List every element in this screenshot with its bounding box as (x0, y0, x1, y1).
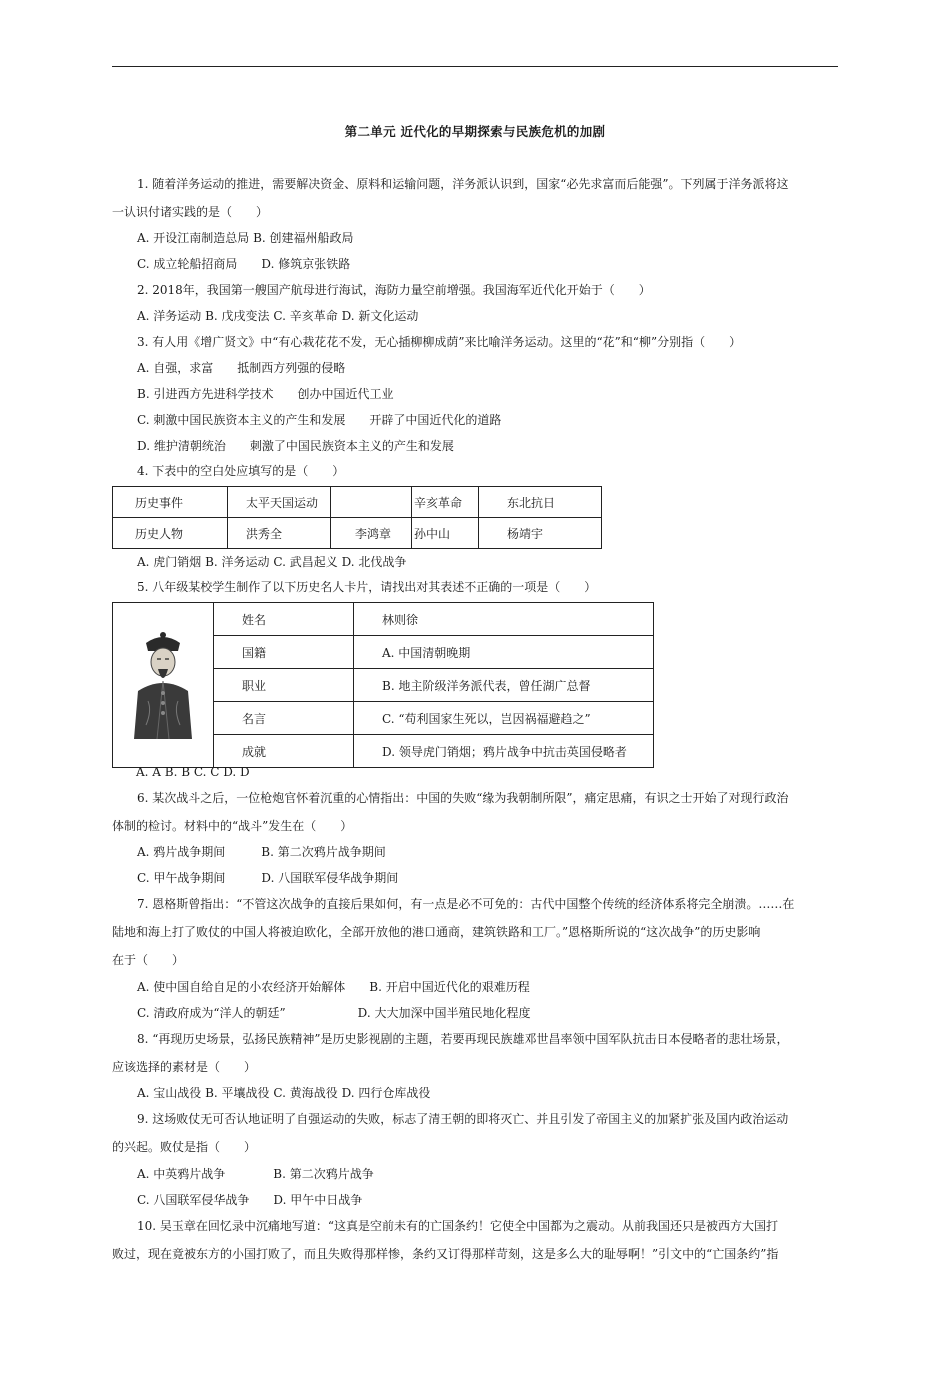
q4-stem: 4. 下表中的空白处应填写的是（ ） (137, 464, 345, 478)
q7-stem-line2: 陆地和海上打了败仗的中国人将被迫欧化，全部开放他的港口通商，建筑铁路和工厂。”恩格斯所说的“这次战争”的历史影响 (112, 925, 761, 939)
card-label-name: 姓名 (214, 603, 354, 636)
card-value-quote: C. “苟利国家生死以，岂因祸福避趋之” (354, 702, 654, 735)
q7-stem-line1: 7. 恩格斯曾指出：“不管这次战争的直接后果如何，有一点是必不可免的：古代中国整个传统的经济体系将完全崩溃。……在 (137, 897, 795, 911)
q1-options-2: C. 成立轮船招商局 D. 修筑京张铁路 (137, 257, 351, 271)
table-cell: 东北抗日 (479, 487, 602, 518)
q5-stem: 5. 八年级某校学生制作了以下历史名人卡片，请找出对其表述不正确的一项是（ ） (137, 580, 597, 594)
q7-stem-line3: 在于（ ） (112, 953, 185, 967)
q2-stem: 2. 2018年，我国第一艘国产航母进行海试，海防力量空前增强。我国海军近代化开始于（ ） (137, 283, 651, 297)
card-label-occupation: 职业 (214, 669, 354, 702)
table-row (113, 487, 602, 518)
table-cell: 洪秀全 (228, 518, 331, 549)
q6-options-2: C. 甲午战争期间 D. 八国联军侵华战争期间 (137, 871, 399, 885)
table-row (113, 603, 654, 636)
q8-stem-line2: 应该选择的素材是（ ） (112, 1060, 257, 1074)
card-label-nationality: 国籍 (214, 636, 354, 669)
card-label-quote: 名言 (214, 702, 354, 735)
q5-card-table (112, 602, 654, 768)
q4-options: A. 虎门销烟 B. 洋务运动 C. 武昌起义 D. 北伐战争 (137, 555, 407, 569)
q1-stem-line2: 一认识付诸实践的是（ ） (112, 205, 269, 219)
table-cell: 历史事件 (113, 487, 228, 518)
header-rule (112, 66, 838, 67)
table-cell (331, 487, 412, 518)
q2-options: A. 洋务运动 B. 戊戌变法 C. 辛亥革命 D. 新文化运动 (137, 309, 419, 323)
table-cell: 太平天国运动 (228, 487, 331, 518)
card-value-occupation: B. 地主阶级洋务派代表，曾任湖广总督 (354, 669, 654, 702)
q9-stem-line2: 的兴起。败仗是指（ ） (112, 1140, 257, 1154)
q3-option-a: A. 自强，求富 抵制西方列强的侵略 (137, 361, 346, 375)
q5-options: A. A B. B C. C D. D (136, 765, 250, 779)
portrait-cell (113, 603, 214, 768)
q1-options-1: A. 开设江南制造总局 B. 创建福州船政局 (137, 231, 354, 245)
q8-stem-line1: 8. “再现历史场景，弘扬民族精神”是历史影视剧的主题，若要再现民族雄邓世昌率领中国军队抗击日本侵略者的悲壮场景， (137, 1032, 789, 1046)
table-cell: 历史人物 (113, 518, 228, 549)
q3-option-c: C. 刺激中国民族资本主义的产生和发展 开辟了中国近代化的道路 (137, 413, 502, 427)
q6-stem-line2: 体制的检讨。材料中的“战斗”发生在（ ） (112, 819, 353, 833)
card-value-nationality: A. 中国清朝晚期 (354, 636, 654, 669)
q9-options-2: C. 八国联军侵华战争 D. 甲午中日战争 (137, 1193, 363, 1207)
q9-options-1: A. 中英鸦片战争 B. 第二次鸦片战争 (137, 1167, 374, 1181)
q9-stem-line1: 9. 这场败仗无可否认地证明了自强运动的失败，标志了清王朝的即将灭亡、并且引发了帝国主义的加紧扩张及国内政治运动 (137, 1112, 789, 1126)
table-cell: 杨靖宇 (479, 518, 602, 549)
q6-stem-line1: 6. 某次战斗之后，一位枪炮官怀着沉重的心情指出：中国的失败“缘为我朝制所限”，痛定思痛，有识之士开始了对现行政治 (137, 791, 789, 805)
q7-options-1: A. 使中国自给自足的小农经济开始解体 B. 开启中国近代化的艰难历程 (137, 980, 530, 994)
card-label-achievement: 成就 (214, 735, 354, 768)
q3-option-b: B. 引进西方先进科学技术 创办中国近代工业 (137, 387, 394, 401)
card-value-achievement: D. 领导虎门销烟；鸦片战争中抗击英国侵略者 (354, 735, 654, 768)
table-cell: 孙中山 (412, 518, 479, 549)
page-title: 第二单元 近代化的早期探索与民族危机的加剧 (344, 124, 606, 139)
lin-zexu-portrait-icon (124, 629, 202, 739)
q3-option-d: D. 维护清朝统治 刺激了中国民族资本主义的产生和发展 (137, 439, 454, 453)
q10-stem-line2: 败过，现在竟被东方的小国打败了，而且失败得那样惨，条约又订得那样苛刻，这是多么大的耻辱啊！”引文中的“亡国条约”指 (112, 1247, 779, 1261)
q7-options-2: C. 清政府成为“洋人的朝廷” D. 大大加深中国半殖民地化程度 (137, 1006, 531, 1020)
q1-stem-line1: 1. 随着洋务运动的推进，需要解决资金、原料和运输问题，洋务派认识到，国家“必先求富而后能强”。下列属于洋务派将这 (137, 177, 789, 191)
card-value-name: 林则徐 (354, 603, 654, 636)
table-cell: 辛亥革命 (412, 487, 479, 518)
q10-stem-line1: 10. 吴玉章在回忆录中沉痛地写道：“这真是空前未有的亡国条约！它使全中国都为之震动。从前我国还只是被西方大国打 (137, 1219, 779, 1233)
q8-options: A. 宝山战役 B. 平壤战役 C. 黄海战役 D. 四行仓库战役 (137, 1086, 431, 1100)
q6-options-1: A. 鸦片战争期间 B. 第二次鸦片战争期间 (137, 845, 386, 859)
q3-stem: 3. 有人用《增广贤文》中“有心栽花花不发，无心插柳柳成荫”来比喻洋务运动。这里的“花”和“柳”分别指（ ） (137, 335, 742, 349)
table-cell: 李鸿章 (331, 518, 412, 549)
table-row (113, 518, 602, 549)
q4-table (112, 486, 602, 549)
